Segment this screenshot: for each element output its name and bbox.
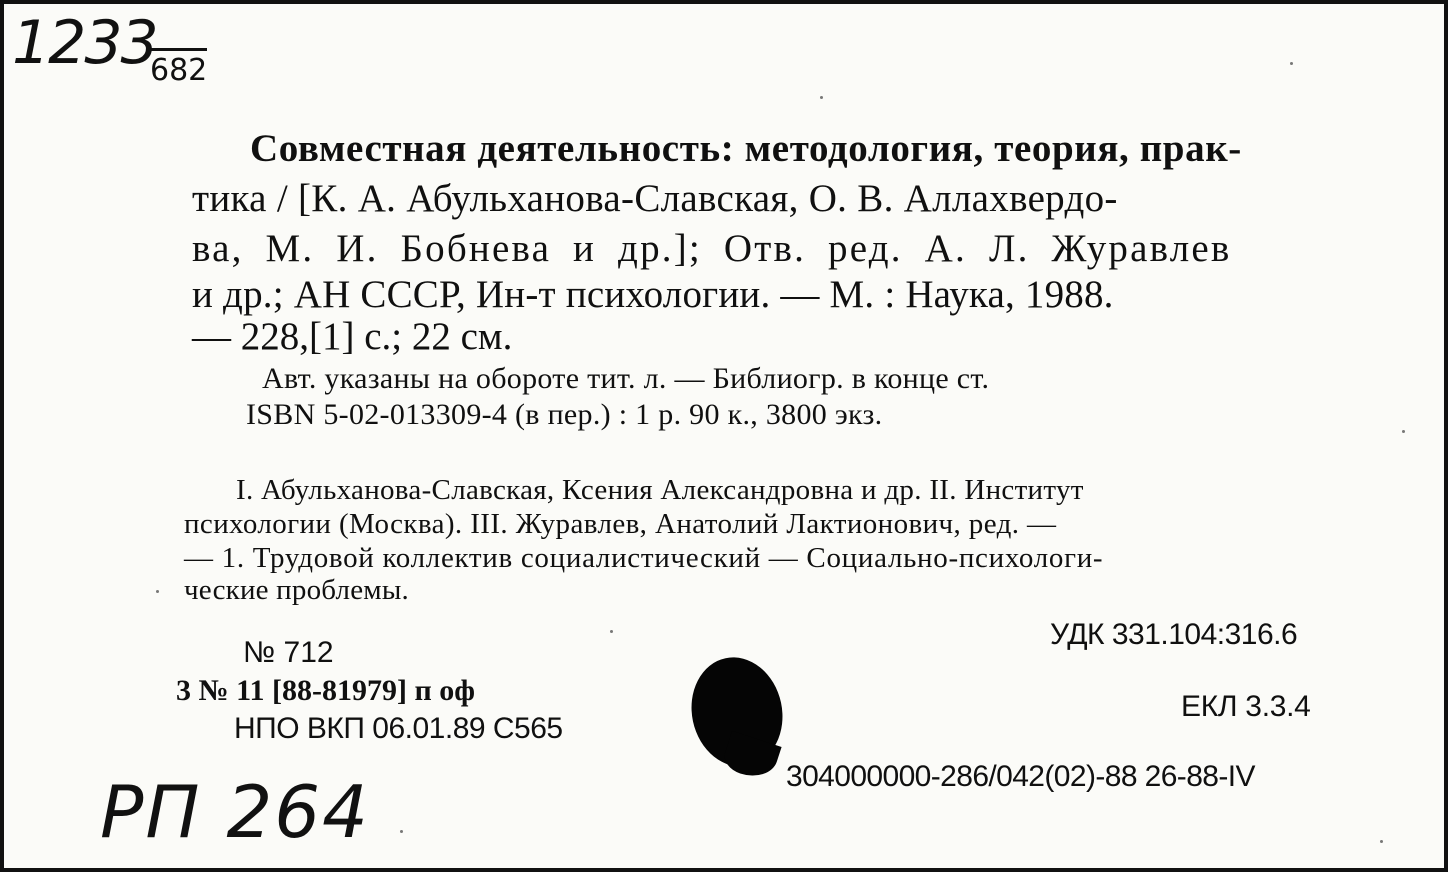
scan-speck [1380, 840, 1383, 843]
isbn-line: ISBN 5-02-013309-4 (в пер.) : 1 р. 90 к., 3800 экз. [246, 398, 883, 431]
scan-speck [400, 830, 403, 833]
tracing-line: ческие проблемы. [184, 574, 409, 606]
description-line: ва, М. И. Бобнева и др.]; Отв. ред. А. Л. Журавлев [192, 227, 1232, 270]
scan-speck [610, 630, 613, 633]
notes-line: Авт. указаны на обороте тит. л. — Библиогр. в конце ст. [262, 362, 990, 395]
udk-code: УДК 331.104:316.6 [1050, 618, 1298, 651]
scan-speck [1290, 62, 1293, 65]
handwritten-shelf-code: РП 264 [100, 770, 370, 854]
handwritten-call-number: 1233 [12, 8, 157, 78]
publisher-line: НПО ВКП 06.01.89 С565 [234, 712, 563, 745]
scan-speck [1402, 430, 1405, 433]
scan-speck [820, 96, 823, 99]
tracing-line: — 1. Трудовой коллектив социалистический — Социально-психологи- [184, 542, 1104, 574]
description-line: Совместная деятельность: методология, теория, прак- [250, 127, 1242, 170]
ekl-code: ЕКЛ 3.3.4 [1181, 690, 1311, 723]
order-line: 3 № 11 [88-81979] п оф [176, 674, 476, 707]
description-line: — 228,[1] с.; 22 см. [192, 315, 513, 358]
classification-code: 304000000-286/042(02)-88 26-88-IV [786, 760, 1255, 793]
tracing-line: I. Абульханова-Славская, Ксения Александровна и др. II. Институт [236, 474, 1084, 506]
handwritten-call-fraction: 682 [150, 48, 207, 88]
tracing-line: психологии (Москва). III. Журавлев, Анатолий Лактионович, ред. — [184, 508, 1057, 540]
card-number: № 712 [243, 636, 334, 669]
description-line: тика / [К. А. Абульханова-Славская, О. В. Аллахвердо- [192, 177, 1118, 220]
description-line: и др.; АН СССР, Ин-т психологии. — М. : Наука, 1988. [192, 273, 1114, 316]
scan-speck [156, 590, 159, 593]
